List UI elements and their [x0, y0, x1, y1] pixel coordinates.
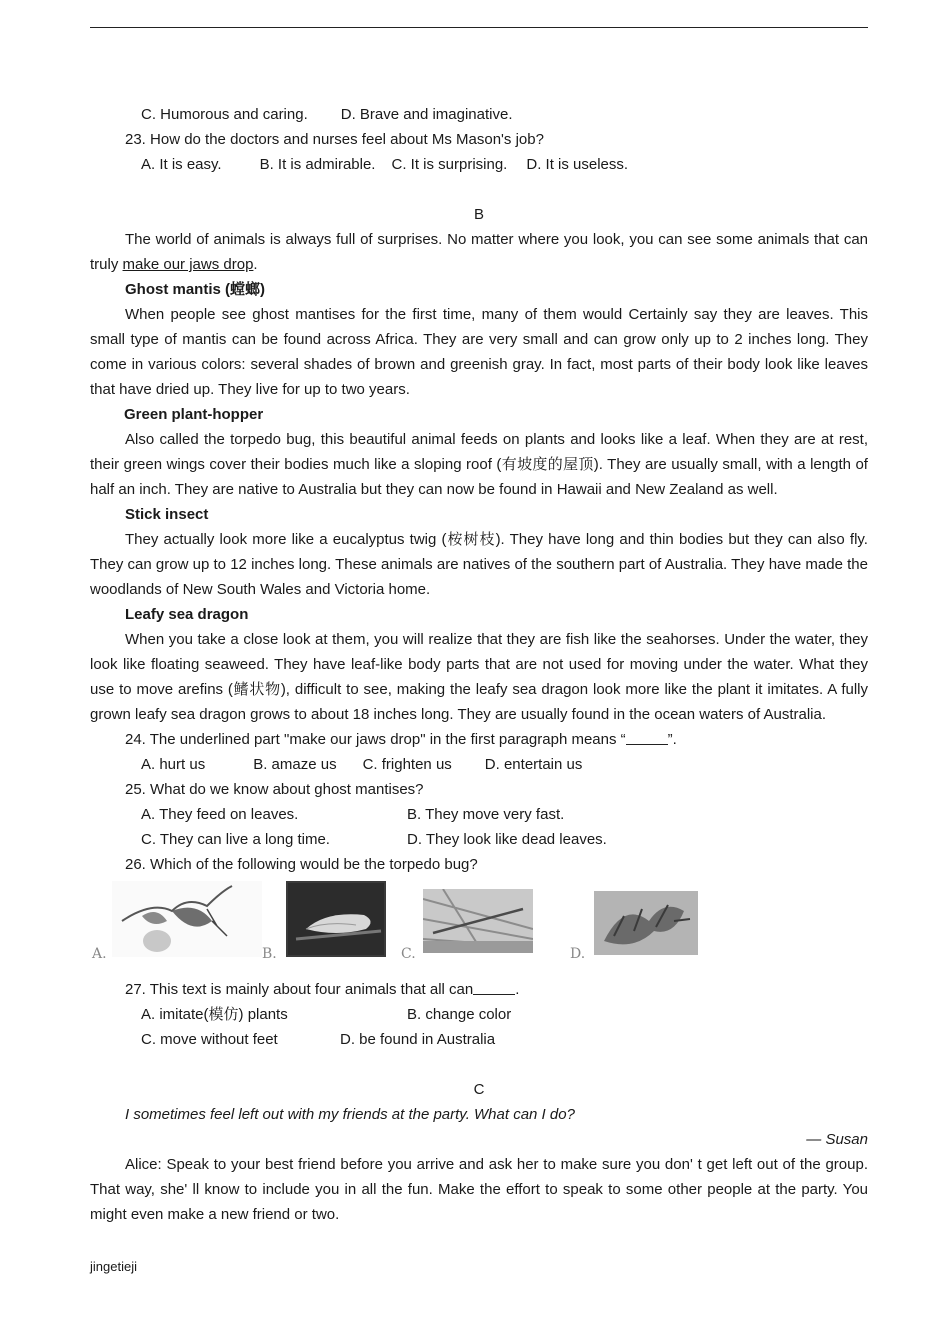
q27-option-b: B. change color [407, 1006, 512, 1023]
underlined-phrase: make our jaws drop [122, 256, 254, 273]
q23-question: 23. How do the doctors and nurses feel about Ms Mason's job? [125, 131, 544, 148]
header-rule [90, 27, 868, 28]
q25-option-c: C. They can live a long time. [141, 831, 330, 848]
q22-option-c: C. Humorous and caring. [141, 106, 308, 123]
q27-question: 27. This text is mainly about four animals that all can . [125, 981, 520, 998]
ghost-mantis-paragraph: When people see ghost mantises for the first time, many of them would Certainly say they are leaves. This small type of mantis can be found across Africa. They are very small and can grow only up to 2 inches long. They come in various colors: several shades of brown and greenish gray. In fact, most parts of their body look like leaves that have dried up. They live for up to two years. [90, 306, 868, 398]
q23-option-a: A. It is easy. [141, 156, 222, 173]
alice-answer-paragraph: Alice: Speak to your best friend before you arrive and ask her to make sure you don' t get left out of the group. That way, she' ll know to include you in all the fun. Make the effort to speak to some other people at the party. You might even make a new friend or two. [90, 1156, 868, 1223]
letter-signature: — Susan [806, 1131, 868, 1148]
q22-option-d: D. Brave and imaginative. [340, 106, 513, 123]
q24-options [90, 752, 868, 777]
q23-option-c: C. It is surprising. [391, 156, 508, 173]
plant-hopper-paragraph: Also called the torpedo bug, this beautiful animal feeds on plants and looks like a leaf. When they are at rest, their green wings cover their bodies much like a sloping roof (有坡度的屋顶). They are usually small, with a length of half an inch. They are native to Australia but they can now be found in Hawaii and New Zealand as well. [90, 431, 868, 498]
q27-options-cd [90, 1027, 868, 1052]
q25-option-b: B. They move very fast. [407, 806, 565, 823]
stick-insect-heading: Stick insect [125, 506, 209, 523]
sea-dragon-paragraph: When you take a close look at them, you will realize that they are fish like the seahorses. Under the water, they look like floating seaweed. They have leaf-like body parts that are not used for moving under the water. What they use to move arefins (鳍状物), difficult to see, making the leafy sea dragon look more like the plant it imitates. A fully grown leafy sea dragon grows to about 18 inches long. They are usually found in the ocean waters of Australia. [90, 631, 868, 723]
q26-option-b-label: B. [262, 946, 277, 962]
q26-question: 26. Which of the following would be the torpedo bug? [125, 856, 478, 873]
stick-insect-image [423, 889, 533, 953]
letter-question: I sometimes feel left out with my friends at the party. What can I do? [125, 1106, 575, 1123]
answer-blank [626, 730, 668, 745]
q27-option-c: C. move without feet [141, 1031, 278, 1048]
q25-option-a: A. They feed on leaves. [141, 806, 299, 823]
mantis-image [112, 881, 262, 957]
q26-option-c-label: C. [401, 946, 416, 962]
q24-option-b: B. amaze us [253, 756, 337, 773]
section-b-label: B [473, 206, 484, 223]
q27-option-d: D. be found in Australia [340, 1031, 496, 1048]
intro-paragraph: The world of animals is always full of surprises. No matter where you look, you can see some animals that can truly make our jaws drop. [90, 231, 868, 273]
q24-option-c: C. frighten us [362, 756, 452, 773]
q25-question: 25. What do we know about ghost mantises? [125, 781, 424, 798]
footer-text: jingetieji [90, 1259, 137, 1274]
sea-dragon-heading: Leafy sea dragon [125, 606, 249, 623]
q24-option-a: A. hurt us [141, 756, 206, 773]
q22-options-cd [90, 102, 868, 127]
q24-option-d: D. entertain us [484, 756, 583, 773]
section-c-label: C [473, 1081, 485, 1098]
q25-options-cd [90, 827, 868, 852]
q26-image-options [90, 877, 868, 977]
q23-option-b: B. It is admirable. [259, 156, 376, 173]
q25-options-ab [90, 802, 868, 827]
stick-insect-paragraph: They actually look more like a eucalyptus twig (桉树枝). They have long and thin bodies but they can also fly. They can grow up to 12 inches long. These animals are natives of the southern part of Australia. They have made the woodlands of New South Wales and Victoria home. [90, 530, 868, 598]
q23-option-d: D. It is useless. [526, 156, 629, 173]
q25-option-d: D. They look like dead leaves. [407, 831, 607, 848]
ghost-mantis-heading: Ghost mantis (螳螂) [125, 281, 266, 298]
q27-option-a: A. imitate(模仿) plants [141, 1005, 288, 1023]
q24-question: 24. The underlined part "make our jaws drop" in the first paragraph means “ ”. [125, 731, 677, 748]
answer-blank-27 [473, 980, 515, 995]
q26-option-d-label: D. [570, 946, 586, 962]
page-content [90, 102, 868, 1227]
q27-options-ab [90, 1002, 868, 1027]
plant-hopper-heading: Green plant-hopper [124, 406, 264, 423]
plant-hopper-image [286, 881, 386, 957]
sea-dragon-image [594, 891, 698, 955]
q26-option-a-label: A. [92, 946, 107, 962]
q23-options [90, 152, 868, 177]
